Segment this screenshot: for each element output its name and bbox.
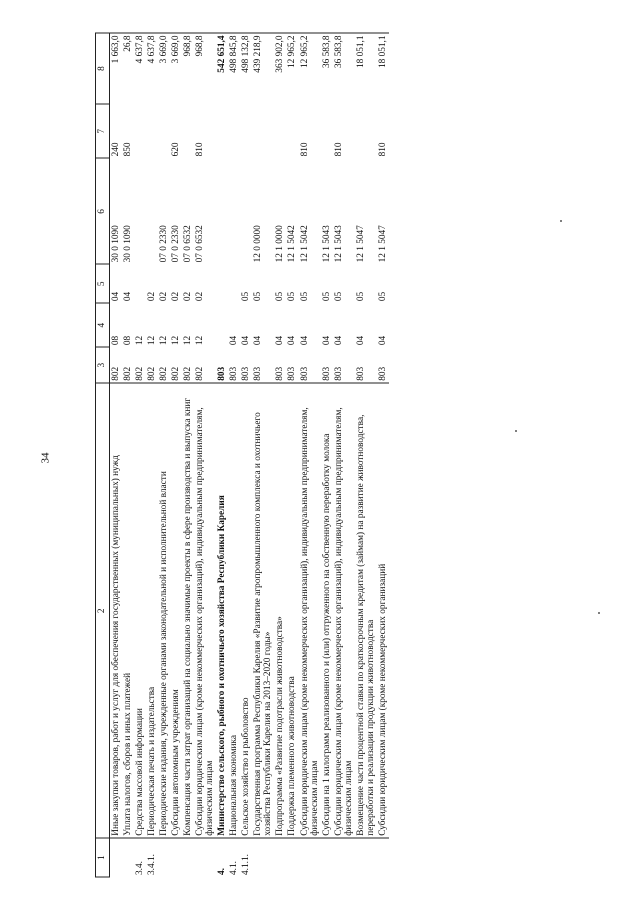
row-number: 4.1.: [229, 861, 240, 875]
code-target: 12 1 5043: [321, 225, 332, 263]
code-expense-type: [274, 104, 286, 158]
code-target: [240, 158, 252, 264]
table-row: [377, 33, 389, 877]
row-number: 3.4.: [135, 861, 146, 875]
row-number: 4.1.1.: [241, 854, 252, 875]
code-expense-type: 850: [123, 142, 134, 157]
code-expense-type: 810: [377, 142, 388, 157]
code-expense-type: [252, 104, 274, 158]
row-number: 3.4.1.: [147, 854, 158, 875]
column-header: 2: [96, 383, 110, 838]
code-section: 04: [355, 335, 366, 346]
code-section: 04: [229, 335, 240, 346]
code-ministry: 803: [274, 347, 286, 383]
row-amount: 3 669,0: [158, 33, 170, 104]
row-amount: 498 132,8: [240, 33, 252, 104]
code-target: 12 1 5047: [377, 225, 388, 263]
row-amount: 439 218,9: [252, 33, 274, 104]
code-subsection: 04: [111, 291, 121, 302]
code-target: 07 0 6532: [183, 225, 194, 263]
code-ministry: 803: [286, 347, 298, 383]
code-target: 12 1 5042: [287, 225, 298, 263]
row-name: Субсидии автономным учреждениям: [170, 383, 182, 838]
code-target: 12 1 5042: [299, 225, 310, 263]
row-number: [158, 838, 170, 877]
code-ministry: 803: [299, 347, 321, 383]
code-subsection: 02: [159, 291, 170, 302]
table-row: [134, 33, 146, 877]
code-ministry: 803: [240, 347, 252, 383]
code-ministry: 803: [333, 347, 355, 383]
row-name: Возмещение части процентной ставки по краткосрочным кредитам (займам) на развитие животноводства, переработки и реализации продукции животноводства: [355, 383, 377, 838]
code-target: [134, 158, 146, 264]
table-row: [321, 33, 333, 877]
code-section: [216, 303, 228, 347]
row-number: [333, 838, 355, 877]
table-row: [355, 33, 377, 877]
code-ministry: 803: [216, 347, 228, 383]
table-row: [110, 33, 123, 877]
row-number: [321, 838, 333, 877]
code-section: 04: [253, 335, 264, 346]
row-name: Поддержка племенного животноводства: [286, 383, 298, 838]
code-target: [228, 158, 240, 264]
code-ministry: 803: [228, 347, 240, 383]
code-subsection: 02: [147, 291, 158, 302]
row-amount: 18 051,1: [377, 33, 389, 104]
code-section: 04: [275, 335, 286, 346]
row-name: Периодическая печать и издательства: [146, 383, 158, 838]
code-target: 30 0 1090: [111, 225, 121, 263]
code-expense-type: [228, 104, 240, 158]
row-name: Субсидии юридическим лицам (кроме некоммерческих организаций: [377, 383, 389, 838]
code-subsection: 05: [241, 291, 252, 302]
table-row: [228, 33, 240, 877]
table-header-row: [96, 33, 110, 877]
code-ministry: 802: [170, 347, 182, 383]
code-target: 12 1 5043: [333, 225, 344, 263]
code-ministry: 802: [122, 347, 134, 383]
column-header: 7: [96, 104, 110, 158]
code-expense-type: [146, 104, 158, 158]
row-amount: 1 663,0: [110, 33, 123, 104]
code-target: 12 1 0000: [275, 225, 286, 263]
code-target: 12 1 5047: [355, 225, 366, 263]
code-target: 07 0 2330: [159, 225, 170, 263]
code-subsection: 05: [287, 291, 298, 302]
table-row: [274, 33, 286, 877]
row-number: [122, 838, 134, 877]
code-section: 04: [299, 335, 310, 346]
code-expense-type: 620: [171, 142, 182, 157]
row-name: Иные закупки товаров, работ и услуг для обеспечения государственных (муниципальных) нужд: [110, 383, 123, 838]
code-subsection: 05: [355, 291, 366, 302]
column-header: 8: [96, 33, 110, 104]
code-subsection: 05: [253, 291, 264, 302]
code-ministry: 802: [110, 347, 123, 383]
code-subsection: [228, 264, 240, 303]
row-amount: 542 651,4: [216, 33, 228, 104]
row-name: Периодические издания, учрежденные органами законодательной и исполнительной власти: [158, 383, 170, 838]
code-expense-type: [355, 104, 377, 158]
code-expense-type: [182, 104, 194, 158]
code-target: 07 0 2330: [171, 225, 182, 263]
code-expense-type: [321, 104, 333, 158]
code-expense-type: 810: [333, 142, 344, 157]
table-row: [333, 33, 355, 877]
code-subsection: 02: [171, 291, 182, 302]
row-name: Субсидии на 1 килограмм реализованного и (или) отгруженного на собственную переработку молока: [321, 383, 333, 838]
page-number: 34: [39, 452, 52, 464]
column-header: 1: [96, 838, 110, 877]
code-section: 04: [241, 335, 252, 346]
code-section: 08: [111, 335, 121, 346]
row-name: Национальная экономика: [228, 383, 240, 838]
row-amount: 363 902,0: [274, 33, 286, 104]
row-name: Министерство сельского, рыбного и охотничьего хозяйства Республики Карелия: [216, 383, 228, 838]
row-number: 4.: [217, 868, 228, 875]
row-amount: 18 051,1: [355, 33, 377, 104]
code-target: [146, 158, 158, 264]
code-section: 04: [321, 335, 332, 346]
table-row: [170, 33, 182, 877]
code-section: 04: [377, 335, 388, 346]
table-row: [299, 33, 321, 877]
row-name: Субсидии юридическим лицам (кроме некоммерческих организаций), индивидуальным предпринимателям, физическим лицам: [299, 383, 321, 838]
table-row: [252, 33, 274, 877]
table-row: [216, 33, 228, 877]
row-amount: 26,8: [122, 33, 134, 104]
row-name: Субсидии юридическим лицам (кроме некоммерческих организаций), индивидуальным предпринимателям, физическим лицам: [194, 383, 216, 838]
code-section: 12: [195, 335, 206, 346]
row-number: [355, 838, 377, 877]
code-section: 12: [147, 335, 158, 346]
code-target: 12 0 0000: [253, 225, 264, 263]
row-name: Компенсация части затрат организаций на социально значимые проекты в сфере производства и выпуска книг: [182, 383, 194, 838]
code-section: 12: [171, 335, 182, 346]
code-subsection: 02: [195, 291, 206, 302]
code-ministry: 803: [355, 347, 377, 383]
code-expense-type: [158, 104, 170, 158]
code-section: 08: [123, 335, 134, 346]
code-expense-type: 810: [195, 142, 206, 157]
table-row: [194, 33, 216, 877]
code-ministry: 802: [146, 347, 158, 383]
row-amount: 12 965,2: [299, 33, 321, 104]
row-number: [274, 838, 286, 877]
table-row: [122, 33, 134, 877]
code-ministry: 802: [134, 347, 146, 383]
row-name: Сельское хозяйство и рыболовство: [240, 383, 252, 838]
row-name: Субсидии юридическим лицам (кроме некоммерческих организаций), индивидуальным предпринимателям, физическим лицам: [333, 383, 355, 838]
column-header: 3: [96, 347, 110, 383]
code-expense-type: [286, 104, 298, 158]
row-number: [170, 838, 182, 877]
table-row: [286, 33, 298, 877]
table-row: [240, 33, 252, 877]
budget-table: [95, 33, 389, 878]
scan-speck: [560, 220, 562, 222]
code-subsection: 05: [321, 291, 332, 302]
table-row: [146, 33, 158, 877]
code-subsection: 02: [183, 291, 194, 302]
row-amount: 968,8: [182, 33, 194, 104]
code-ministry: 803: [377, 347, 389, 383]
rotated-page: [95, 33, 565, 878]
row-amount: 4 637,8: [134, 33, 146, 104]
row-name: Средства массовой информации: [134, 383, 146, 838]
code-expense-type: 810: [299, 142, 310, 157]
code-target: 07 0 6532: [195, 225, 206, 263]
row-name: Государственная программа Республики Карелия «Развитие агропромышленного комплекса и охотничьего хозяйства Республики Карелия на 2013–2020 годы»: [252, 383, 274, 838]
code-ministry: 802: [194, 347, 216, 383]
table-row: [158, 33, 170, 877]
code-target: [216, 158, 228, 264]
row-number: [377, 838, 389, 877]
row-number: [286, 838, 298, 877]
row-number: [182, 838, 194, 877]
code-ministry: 803: [321, 347, 333, 383]
table-row: [182, 33, 194, 877]
code-section: 12: [135, 335, 146, 346]
code-section: 04: [287, 335, 298, 346]
code-expense-type: [216, 104, 228, 158]
code-subsection: [216, 264, 228, 303]
code-ministry: 802: [158, 347, 170, 383]
code-target: 30 0 1090: [123, 225, 134, 263]
code-expense-type: [240, 104, 252, 158]
row-amount: 12 965,2: [286, 33, 298, 104]
row-amount: 3 669,0: [170, 33, 182, 104]
code-expense-type: [134, 104, 146, 158]
row-number: [194, 838, 216, 877]
scan-speck: [515, 430, 517, 432]
code-ministry: 803: [252, 347, 274, 383]
column-header: 4: [96, 303, 110, 347]
code-subsection: 05: [333, 291, 344, 302]
row-name: Уплата налогов, сборов и иных платежей: [122, 383, 134, 838]
row-name: Подпрограмма «Развитие подотрасли животноводства»: [274, 383, 286, 838]
row-amount: 4 637,8: [146, 33, 158, 104]
code-subsection: 05: [299, 291, 310, 302]
code-subsection: 04: [123, 291, 134, 302]
row-amount: 36 583,8: [333, 33, 355, 104]
scan-speck: [598, 612, 600, 614]
code-section: 12: [183, 335, 194, 346]
code-section: 04: [333, 335, 344, 346]
row-number: [299, 838, 321, 877]
code-subsection: [134, 264, 146, 303]
row-number: [110, 838, 123, 877]
column-header: 5: [96, 264, 110, 303]
column-header: 6: [96, 158, 110, 264]
code-expense-type: 240: [111, 142, 121, 157]
row-amount: 968,8: [194, 33, 216, 104]
row-number: [252, 838, 274, 877]
code-subsection: 05: [275, 291, 286, 302]
row-amount: 498 845,8: [228, 33, 240, 104]
row-amount: 36 583,8: [321, 33, 333, 104]
code-section: 12: [159, 335, 170, 346]
code-ministry: 802: [182, 347, 194, 383]
code-subsection: 05: [377, 291, 388, 302]
